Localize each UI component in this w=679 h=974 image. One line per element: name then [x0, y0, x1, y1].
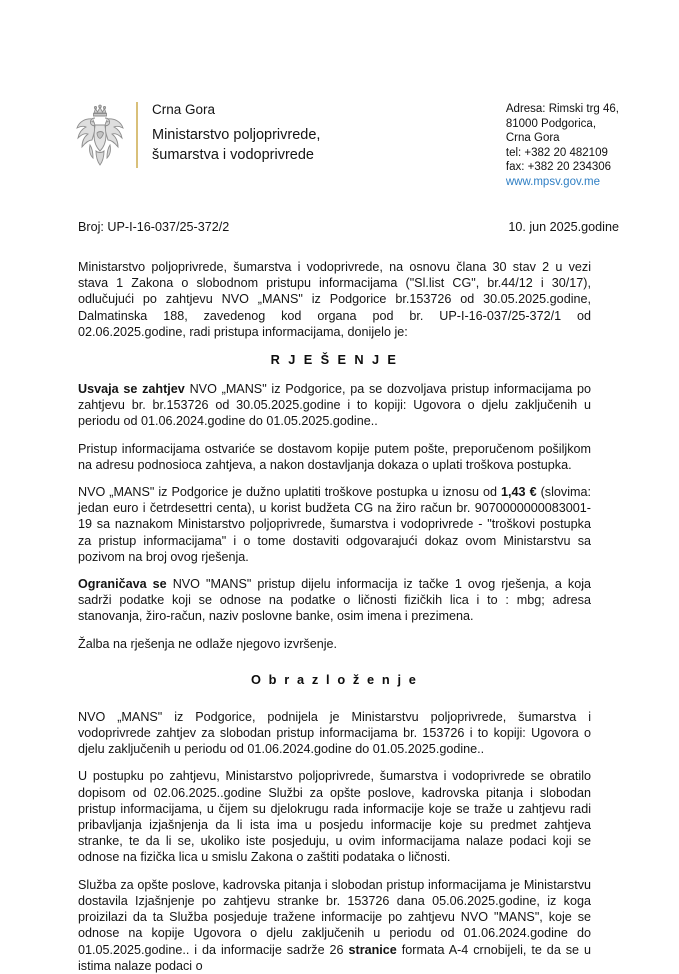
decision-point-1-lead: Usvaja se zahtjev — [78, 382, 185, 397]
decision-point-1-text: NVO „MANS" iz Podgorice, pa se dozvoljava pristup informacijama po zahtjevu br. br.153726 od 30.05.2025.godine i to kopiji: Ugovora o djelu zaključenih u periodu od 01.06.2024.godine do 01.05.2025.godine.. — [78, 382, 591, 429]
heading-obrazlozenje: O b r a z l o ž e n j e — [250, 671, 419, 687]
decision-point-3-text-a: NVO „MANS" iz Podgorice je dužno uplatiti troškove postupka u iznosu od — [78, 485, 502, 500]
website-link[interactable]: www.mpsv.gov.me — [505, 175, 601, 188]
address-line-3: Crna Gora — [505, 132, 560, 145]
document-date: 10. jun 2025.godine — [508, 220, 619, 234]
ministry-name-line1: Ministarstvo poljoprivrede, — [152, 127, 321, 143]
address-line-1: Adresa: Rimski trg 46, — [505, 103, 619, 115]
page-count-emphasis: stranice — [348, 942, 397, 957]
ministry-name-line2: šumarstva i vodoprivrede — [152, 146, 314, 163]
brand-divider — [136, 102, 138, 168]
decision-point-4-lead: Ograničava se — [78, 577, 167, 592]
coat-of-arms-icon — [72, 100, 128, 172]
reference-line — [78, 219, 619, 235]
letterhead — [0, 100, 679, 190]
explanation-paragraph-3-text-b: formata A-4 crnobijeli, te da se u istima nalaze podaci o — [78, 942, 592, 973]
decision-point-3 — [78, 484, 591, 565]
explanation-paragraph-1: NVO „MANS" iz Podgorice, podnijela je Ministarstvu poljoprivrede, šumarstva i vodoprivrede zahtjev za slobodan pristup informacijama br. 153726 i to kopiji: Ugovora o djelu zaključenih u periodu od 01.06.2024.godine do 01.05.2025.godine.. — [78, 709, 591, 757]
decision-point-4-text: NVO "MANS" pristup dijelu informacija iz tačke 1 ovog rješenja, a koja sadrži podatke koji se odnose na podatke o ličnosti fizičkih lica i to : mbg; adresa stanovanja, žiro-račun, naziv poslovne banke, osim imena i prezimena. — [78, 577, 592, 624]
heading-rjesenje: R J E Š E N J E — [270, 352, 399, 368]
document-number: Broj: UP-I-16-037/25-372/2 — [78, 220, 230, 234]
contact-block — [506, 100, 619, 190]
ministry-branding — [72, 100, 320, 172]
fax: fax: +382 20 234306 — [505, 161, 612, 174]
decision-point-3-text-b: (slovima: jedan euro i četrdesettri centa), u korist budžeta CG na žiro račun br. 9070000000083001-19 sa naznakom Ministarstvo poljoprivrede, šumarstva i vodoprivrede - "troškovi postupka za pristup informacijama" i o tome dostaviti odgovarajući dokaz ovom Ministarstvu sa pozivom na broj ovog rješenja. — [78, 485, 591, 564]
decision-point-1 — [78, 381, 591, 430]
ministry-name-block — [152, 100, 320, 172]
address-line-2: 81000 Podgorica, — [505, 117, 597, 130]
document-body — [78, 259, 591, 974]
decision-point-4 — [78, 576, 591, 625]
fee-amount: 1,43 € — [501, 485, 537, 500]
explanation-paragraph-2: U postupku po zahtjevu, Ministarstvo poljoprivrede, šumarstva i vodoprivrede se obratilo dopisom od 02.06.2025..godine Službi za opšte poslove, kadrovska pitanja i slobodan pristup informacijama, u čijem su djelokrugu rada informacije koje se traže u zahtjevu radi pribavljanja izjašnjenja da li ista ima u posjedu informacije koje su predmet zahtjeva stranke, te da li se, ukoliko iste posjeduju, u ovim informacijama nalaze podaci koji se odnose na fizička lica u smislu Zakona o zaštiti podataka o ličnosti. — [78, 769, 591, 865]
decision-point-5: Žalba na rješenja ne odlaže njegovo izvršenje. — [78, 636, 338, 651]
country-name: Crna Gora — [152, 102, 216, 117]
telephone: tel: +382 20 482109 — [505, 146, 608, 159]
decision-point-2: Pristup informacijama ostvariće se dostavom kopije putem pošte, preporučenom pošiljkom na adresu podnosioca zahtjeva, a nakon dostavljanja dokaza o uplati troškova postupka. — [78, 441, 591, 472]
explanation-paragraph-3 — [78, 877, 591, 974]
explanation-paragraph-3-text-a: Služba za opšte poslove, kadrovska pitanja i slobodan pristup informacijama je Ministarstvu dostavila Izjašnjenje po zahtjevu stranke br. 153726 dana 05.06.2025.godine, iz koga proizilazi da ta Služba posjeduje tražene informacije po zahtjevu NVO "MANS", koje se odnose na kopije Ugovora o djelu zaključenih u periodu od 01.06.2024.godine do 01.05.2025.godine.. i da informacije sadrže 26 — [78, 877, 591, 957]
intro-paragraph: Ministarstvo poljoprivrede, šumarstva i vodoprivrede, na osnovu člana 30 stav 2 u vezi stava 1 Zakona o slobodnom pristupu informacijama ("Sl.list CG", br.44/12 i 30/17), odlučujući po zahtjevu NVO „MANS" iz Podgorice br.153726 od 30.05.2025.godine, Dalmatinska 188, zavedenog kod organa pod br. UP-I-16-037/25-372/1 od 02.06.2025.godine, radi pristupa informacijama, donijelo je: — [78, 260, 591, 339]
